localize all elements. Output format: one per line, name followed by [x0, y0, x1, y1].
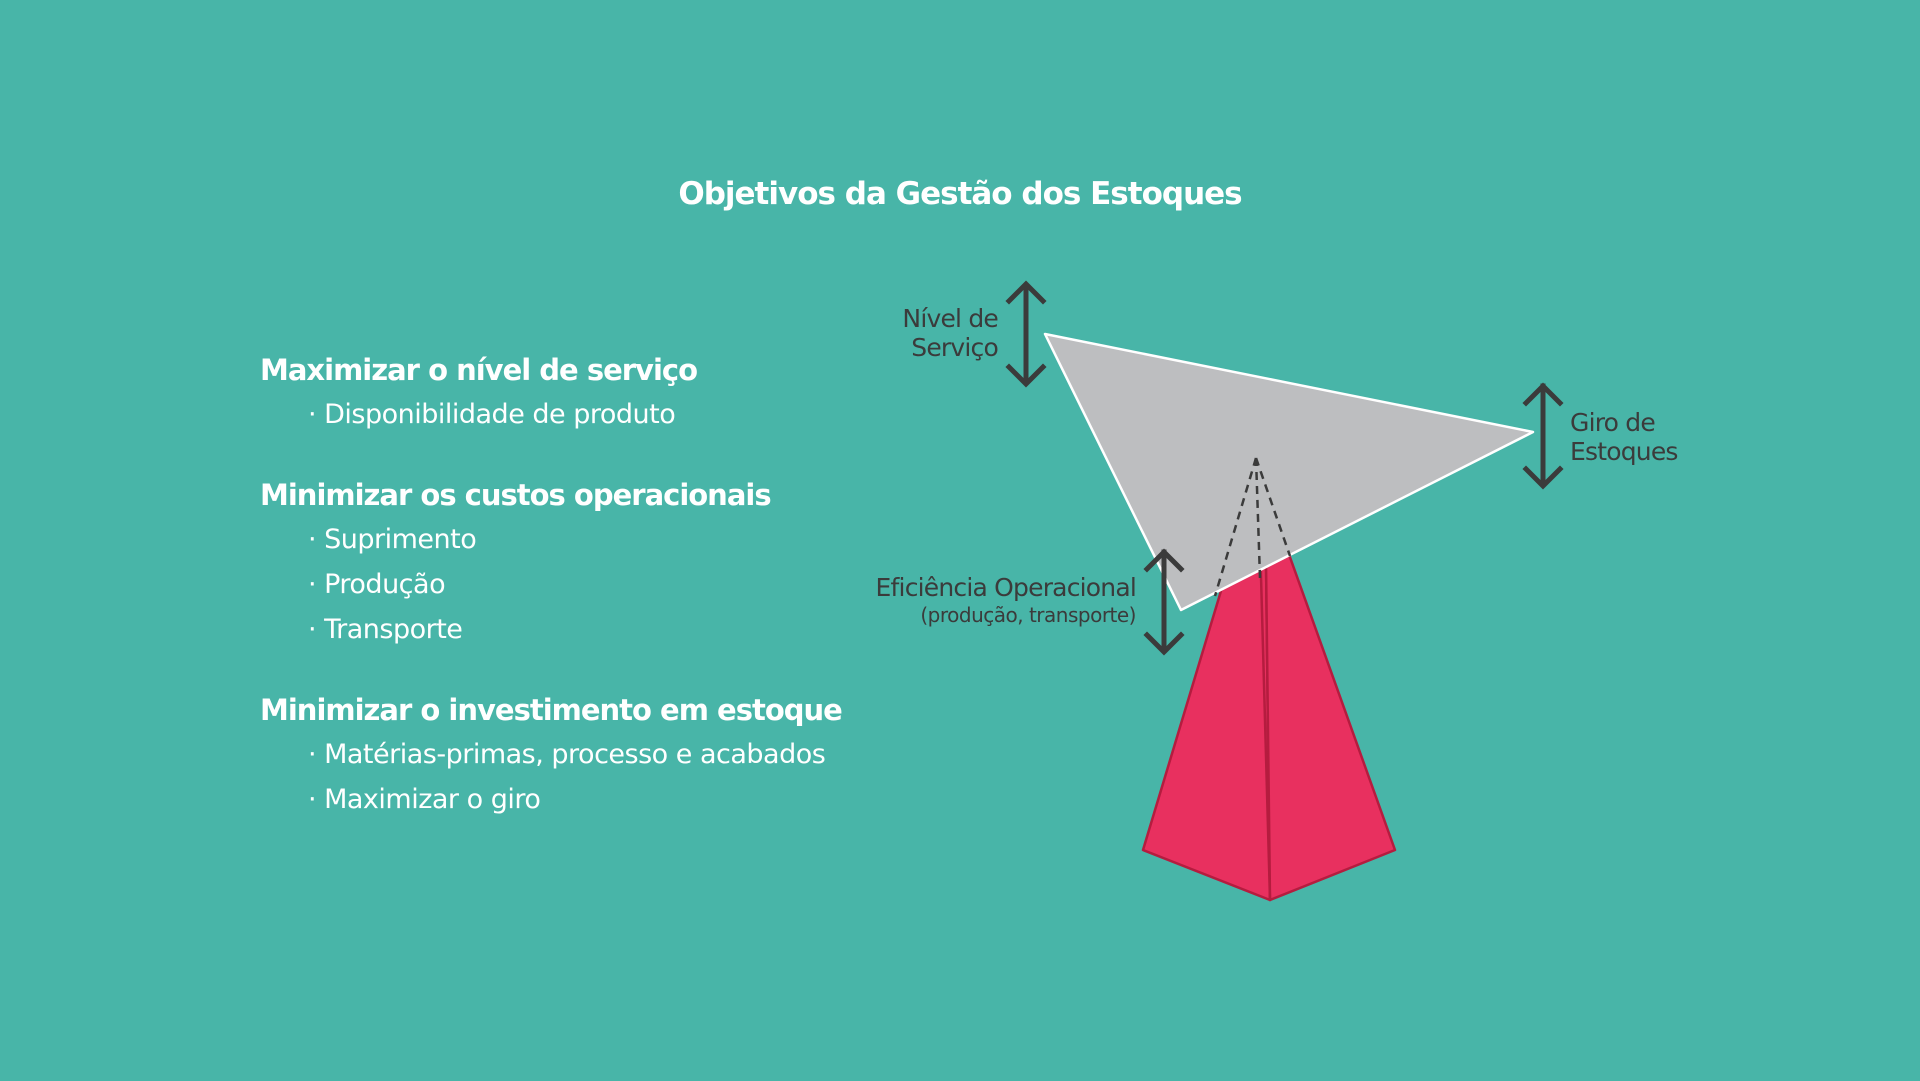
objective-item-text: Produção: [324, 569, 446, 600]
bullet-dot: ·: [308, 614, 317, 645]
objective-heading: Minimizar o investimento em estoque: [260, 693, 842, 727]
objective-item-text: Suprimento: [324, 524, 477, 555]
objective-item-text: Maximizar o giro: [324, 784, 541, 815]
label-sub: (produção, transporte): [920, 603, 1136, 627]
bullet-dot: ·: [308, 399, 317, 430]
bullet-dot: ·: [308, 739, 317, 770]
objective-item-text: Transporte: [324, 614, 463, 645]
label-giro-estoques: [1570, 408, 1770, 466]
bullet-dot: ·: [308, 524, 317, 555]
arrow-nivel-servico: [1009, 284, 1043, 384]
objective-heading: Minimizar os custos operacionais: [260, 478, 771, 512]
label-line: Giro de: [1570, 408, 1655, 437]
objective-heading: Maximizar o nível de serviço: [260, 353, 698, 387]
objective-item-text: Matérias-primas, processo e acabados: [324, 739, 826, 770]
label-nivel-servico: [870, 304, 998, 362]
label-eficiencia-operacional: [760, 573, 1136, 628]
objective-item-text: Disponibilidade de produto: [324, 399, 676, 430]
bullet-dot: ·: [308, 569, 317, 600]
label-line: Estoques: [1570, 437, 1678, 466]
label-main: Eficiência Operacional: [875, 573, 1136, 602]
arrow-giro-estoques: [1526, 386, 1560, 486]
label-line: Serviço: [911, 333, 998, 362]
label-line: Nível de: [902, 304, 998, 333]
bullet-dot: ·: [308, 784, 317, 815]
diagram-title: Objetivos da Gestão dos Estoques: [678, 176, 1242, 212]
